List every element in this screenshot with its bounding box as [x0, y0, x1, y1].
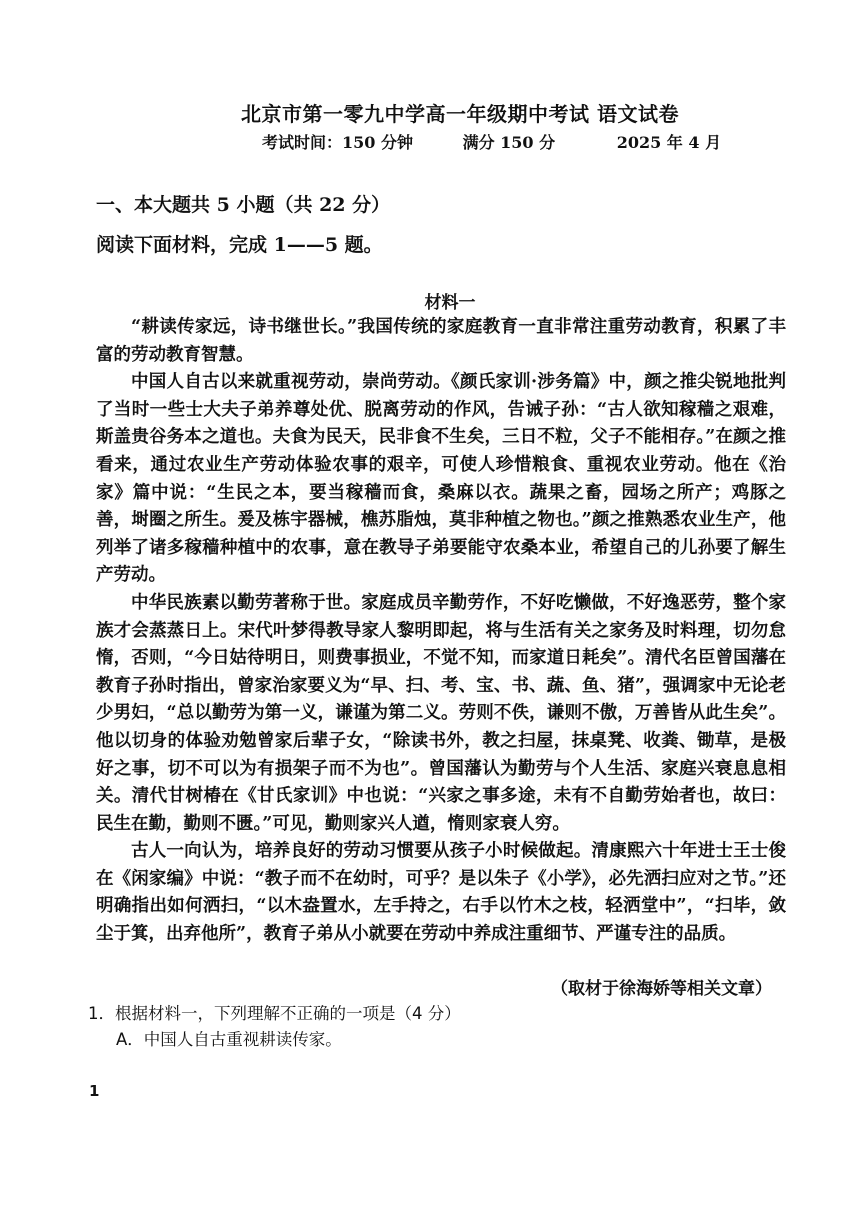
paragraph: 中华民族素以勤劳著称于世。家庭成员辛勤劳作，不好吃懒做，不好逸恶劳，整个家族才会蒸蒸日上。宋代叶梦得教导家人黎明即起，将与生活有关之家务及时料理，切勿怠惰，否则，“今日姑待明日，则费事损业，不觉不知，而家道日耗矣”。清代名臣曾国藩在教育子孙时指出，曾家治家要义为“早、扫、考、宝、书、蔬、鱼、猪”，强调家中无论老少男妇，“总以勤劳为第一义，谦谨为第二义。劳则不佚，谦则不傲，万善皆从此生矣”。他以切身的体验劝勉曾家后辈子女，“除读书外，教之扫屋，抹桌凳、收粪、锄草，是极好之事，切不可以为有损架子而不为也”。曾国藩认为勤劳与个人生活、家庭兴衰息息相关。清代甘树椿在《甘氏家训》中也说：“兴家之事多途，未有不自勤劳始者也，故曰：民生在勤，勤则不匮。”可见，勤则家兴人遒，惰则家衰人穷。: [96, 592, 786, 834]
question-option-a: A．中国人自古重视耕读传家。: [116, 1030, 342, 1049]
material-body: [96, 314, 786, 949]
exam-title: 北京市第一零九中学高一年级期中考试 语文试卷: [241, 102, 679, 126]
paragraph: 古人一向认为，培养良好的劳动习惯要从孩子小时候做起。清康熙六十年进士王士俊在《闲家编》中说：“教子而不在幼时，可乎？是以朱子《小学》，必先洒扫应对之节。”还明确指出如何洒扫，“以木盎置水，左手持之，右手以竹木之枝，轻洒堂中”，“扫毕，敛尘于箕，出弃他所”，教育子弟从小就要在劳动中养成注重细节、严谨专注的品质。: [96, 841, 786, 945]
paragraph: “耕读传家远，诗书继世长。”我国传统的家庭教育一直非常注重劳动教育，积累了丰富的劳动教育智慧。: [96, 317, 786, 365]
section-heading: 一、本大题共 5 小题（共 22 分）: [96, 194, 391, 216]
paragraph: 中国人自古以来就重视劳动，崇尚劳动。《颜氏家训·涉务篇》中，颜之推尖锐地批判了当时一些士大夫子弟养尊处优、脱离劳动的作风，告诫子孙：“古人欲知稼穑之艰难，斯盖贵谷务本之道也。夫食为民天，民非食不生矣，三日不粒，父子不能相存。”在颜之推看来，通过农业生产劳动体验农事的艰辛，可使人珍惜粮食、重视农业劳动。他在《治家》篇中说：“生民之本，要当稼穑而食，桑麻以衣。蔬果之畜，园场之所产；鸡豚之善，埘圈之所生。爰及栋宇器械，樵苏脂烛，莫非种植之物也。”颜之推熟悉农业生产，他列举了诸多稼穑种植中的农事，意在教导子弟要能守农桑本业，希望自己的儿孙要了解生产劳动。: [96, 372, 786, 586]
page-number: 1: [89, 1082, 100, 1100]
full-score: 满分 150 分: [462, 133, 556, 152]
exam-date: 2025 年 4 月: [616, 133, 722, 152]
exam-time: 考试时间：150 分钟: [262, 133, 413, 152]
material-title: 材料一: [424, 293, 476, 313]
question-stem: 1．根据材料一，下列理解不正确的一项是（4 分）: [88, 1004, 461, 1023]
exam-meta: [262, 130, 721, 153]
material-source: （取材于徐海娇等相关文章）: [551, 979, 772, 999]
section-instruction: 阅读下面材料，完成 1——5 题。: [96, 234, 383, 256]
